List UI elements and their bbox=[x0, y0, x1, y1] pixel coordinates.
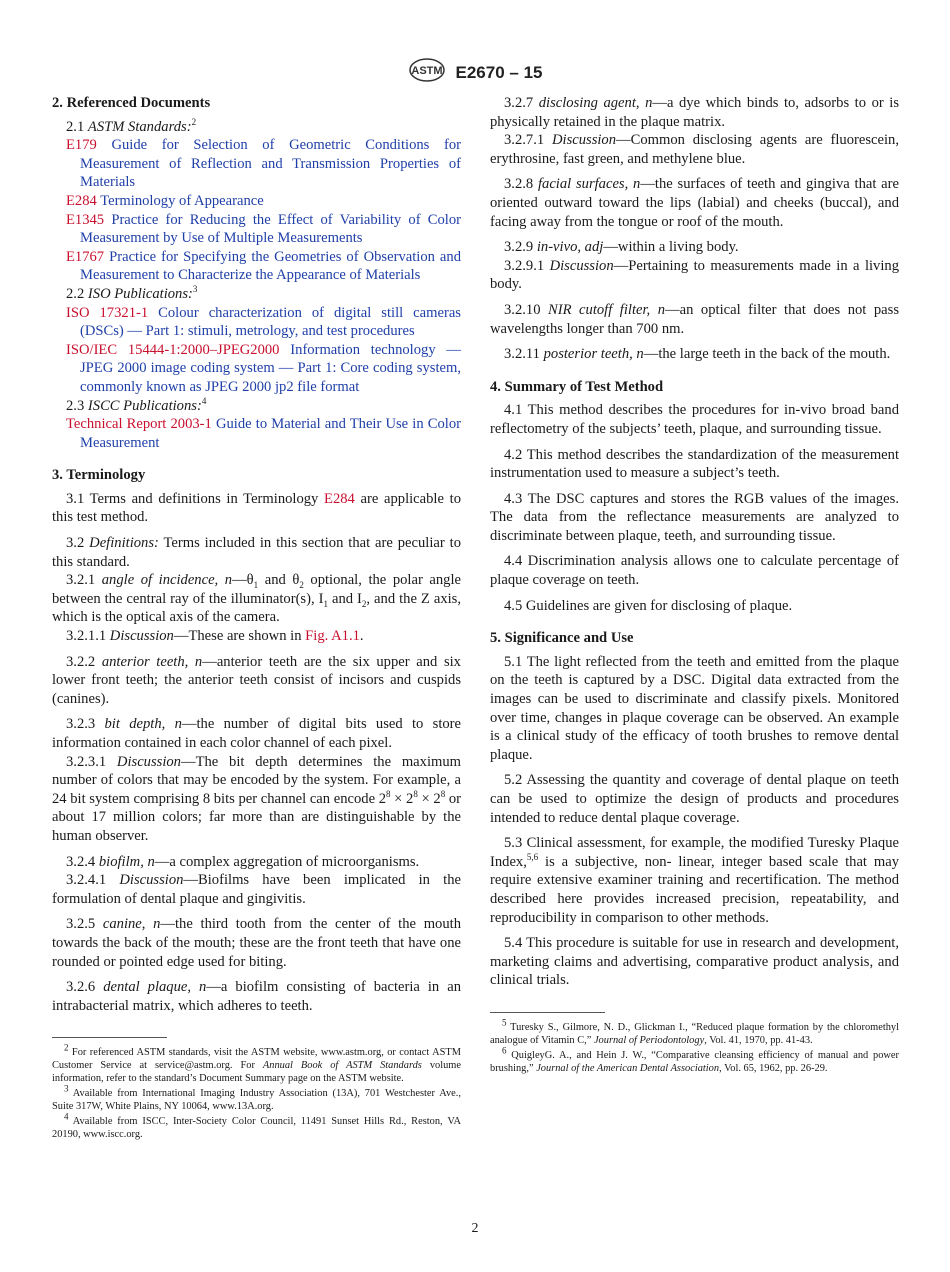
para-3-2-2: 3.2.2 anterior teeth, n—anterior teeth are the six upper and six lower front teeth; the anterior teeth consist of incisors and cuspids (canines). bbox=[52, 653, 461, 707]
para-5-1: 5.1 The light reflected from the teeth and emitted from the plaque on the teeth is captured by a DSC. Digital data extracted from the images can be used to discriminate and classify pixels. Monitored over time, changes in plaque coverage can be observed. An example is a clinical study of the efficacy of tooth brushes to remove dental plaque. bbox=[490, 653, 899, 763]
footnote-divider bbox=[490, 1012, 605, 1013]
footnote-3: $^3$ Available from International Imaging Industry Association (13A), 701 Westchester Ave., Suite 317W, White Plains, NY 10064, www.13A.org. bbox=[52, 1083, 461, 1113]
para-3-2-7: 3.2.7 disclosing agent, n—a dye which binds to, adsorbs to or is physically retained in the plaque matrix. bbox=[490, 95, 899, 130]
astm-standards-label: 2.1 ASTM Standards:$^2$ bbox=[66, 116, 197, 135]
para-3-2-3-1: 3.2.3.1 Discussion—The bit depth determines the maximum number of colors that may be encoded by the system. For example, a 24 bit system comprising 8 bits per channel can encode $2^8 \times 2^8 \times 2^8$ or about 17 million colors; far more than are distinguishable by the human observer. bbox=[52, 753, 461, 844]
reference-e284[interactable]: E284 Terminology of Appearance bbox=[66, 192, 264, 209]
para-3-2-1: 3.2.1 angle of incidence, $n—\theta_1$ and $\theta_2$ optional, the polar angle between the central ray of the illuminator(s), $I_1$ and $I_2$, and the Z axis, which is the optical axis of the camera. bbox=[52, 572, 461, 626]
iso-reference-list bbox=[52, 304, 461, 397]
para-3-1: 3.1 Terms and definitions in Terminology E284 are applicable to this test method. bbox=[52, 490, 461, 526]
para-3-2-10: 3.2.10 NIR cutoff filter, n—an optical filter that does not pass wavelengths longer than 700 nm. bbox=[490, 301, 900, 337]
para-3-2-4-1: 3.2.4.1 Discussion—Biofilms have been implicated in the formulation of dental plaque and gingivitis. bbox=[52, 872, 462, 907]
para-3-2-3: 3.2.3 bit depth, n—the number of digital bits used to store information contained in each color channel of each pixel. bbox=[52, 716, 462, 751]
astm-logo-icon bbox=[408, 58, 446, 87]
para-5-3: 5.3 Clinical assessment, for example, the modified Turesky Plaque Index,$^{5,6}$ is a subjective, non- linear, integer based scale that may require extensive examiner training and recertification. The method described here provides increased precision, repeatability, and reproducibility in comparison to other methods. bbox=[490, 835, 899, 926]
para-4-2: 4.2 This method describes the standardization of the measurement instrumentation used to measure a subject’s teeth. bbox=[490, 446, 899, 482]
para-3-2-9-1: 3.2.9.1 Discussion—Pertaining to measurements made in a living body. bbox=[490, 257, 899, 293]
link-e284[interactable]: E284 bbox=[324, 490, 355, 507]
section-5-heading: 5. Significance and Use bbox=[490, 630, 634, 647]
link-fig-a1-1[interactable]: Fig. A1.1 bbox=[305, 628, 360, 645]
para-3-2: 3.2 Definitions: Terms included in this section that are peculiar to this standard. bbox=[52, 535, 462, 570]
para-3-2-7-1: 3.2.7.1 Discussion—Common disclosing agents are fluorescein, erythrosine, fast green, and methylene blue. bbox=[490, 132, 899, 167]
footnote-2: $^2$ For referenced ASTM standards, visit the ASTM website, www.astm.org, or contact ASTM Customer Service at service@astm.org. For Annual Book of ASTM Standards volume information, refer to the standard’s Document Summary page on the ASTM website. bbox=[52, 1042, 461, 1085]
document-designation: E2670 – 15 bbox=[455, 62, 543, 82]
right-column bbox=[490, 94, 899, 1077]
footnote-divider bbox=[52, 1037, 167, 1038]
para-4-3: 4.3 The DSC captures and stores the RGB values of the images. The data from the reflectance measurements are analyzed to discriminate between plaque, teeth, and surrounding tissue. bbox=[490, 490, 899, 544]
reference-e1767[interactable]: E1767 Practice for Specifying the Geometries of Observation and Measurement to Characterize the Appearance of Materials bbox=[66, 248, 461, 284]
reference-iscc-tr[interactable]: Technical Report 2003-1 Guide to Material and Their Use in Color Measurement bbox=[66, 416, 462, 451]
footnote-6: $^6$ QuigleyG. A., and Hein J. W., “Comparative cleansing efficiency of manual and power brushing,” Journal of the American Dental Association, Vol. 65, 1962, pp. 26-29. bbox=[490, 1045, 899, 1074]
reference-e179[interactable]: E179 Guide for Selection of Geometric Conditions for Measurement of Reflection and Transmission Properties of Materials bbox=[66, 137, 461, 191]
para-4-1: 4.1 This method describes the procedures for in-vivo broad band reflectometry of the subjects’ teeth, plaque, and surrounding tissue. bbox=[490, 402, 899, 437]
reference-e1345[interactable]: E1345 Practice for Reducing the Effect of Variability of Color Measurement by Use of Multiple Measurements bbox=[66, 211, 462, 247]
para-3-2-9: 3.2.9 in-vivo, adj—within a living body. bbox=[504, 239, 739, 256]
page-header bbox=[0, 58, 950, 87]
footnote-4: $^4$ Available from ISCC, Inter-Society Color Council, 11491 Sunset Hills Rd., Reston, VA 20190, www.iscc.org. bbox=[52, 1111, 461, 1141]
iscc-publications-label: 2.3 ISCC Publications:$^4$ bbox=[66, 395, 207, 414]
reference-iso-15444[interactable]: ISO/IEC 15444-1:2000–JPEG2000 Information technology — JPEG 2000 image coding system — Part 1: Core coding system, commonly known as JPEG 2000 jp2 file format bbox=[66, 341, 461, 395]
para-3-2-8: 3.2.8 facial surfaces, n—the surfaces of teeth and gingiva that are oriented outward toward the lips (labial) and cheeks (buccal), and facing away from the tongue or roof of the mouth. bbox=[490, 176, 899, 230]
para-3-2-5: 3.2.5 canine, n—the third tooth from the center of the mouth towards the back of the mouth; these are the front teeth that have one rounded or pointed edge used for biting. bbox=[52, 916, 461, 970]
section-4-heading: 4. Summary of Test Method bbox=[490, 378, 664, 395]
footnote-5: $^5$ Turesky S., Gilmore, N. D., Glickman I., “Reduced plaque formation by the chloromethyl analogue of Vitamin C,” Journal of Periodontology, Vol. 41, 1970, pp. 41-43. bbox=[490, 1017, 899, 1046]
iso-publications-label: 2.2 ISO Publications:$^3$ bbox=[66, 284, 198, 302]
section-3-heading: 3. Terminology bbox=[52, 467, 146, 484]
para-3-2-4: 3.2.4 biofilm, n—a complex aggregation of microorganisms. bbox=[66, 853, 420, 870]
para-5-4: 5.4 This procedure is suitable for use in research and development, marketing claims and advertising, comparative product analysis, and clinical trials. bbox=[490, 935, 899, 989]
para-3-2-11: 3.2.11 posterior teeth, n—the large teeth in the back of the mouth. bbox=[504, 346, 891, 363]
para-4-4: 4.4 Discrimination analysis allows one to calculate percentage of plaque coverage on teeth. bbox=[490, 553, 899, 589]
astm-reference-list bbox=[52, 136, 461, 285]
para-3-2-6: 3.2.6 dental plaque, n—a biofilm consisting of bacteria in an intrabacterial matrix, which adheres to teeth. bbox=[52, 979, 461, 1014]
svg-text:ASTM: ASTM bbox=[410, 65, 443, 77]
reference-iso-17321[interactable]: ISO 17321-1 Colour characterization of digital still cameras (DSCs) — Part 1: stimuli, metrology, and test procedures bbox=[66, 304, 461, 340]
page-number: 2 bbox=[471, 1221, 479, 1236]
section-2-heading: 2. Referenced Documents bbox=[52, 95, 211, 111]
para-3-2-1-1: 3.2.1.1 Discussion—These are shown in Fig. A1.1. bbox=[66, 628, 364, 645]
para-4-5: 4.5 Guidelines are given for disclosing of plaque. bbox=[504, 597, 793, 614]
para-5-2: 5.2 Assessing the quantity and coverage of dental plaque on teeth can be used to optimize the design of products and procedures intended to reduce dental plaque coverage. bbox=[490, 772, 899, 826]
left-column bbox=[52, 94, 461, 1143]
